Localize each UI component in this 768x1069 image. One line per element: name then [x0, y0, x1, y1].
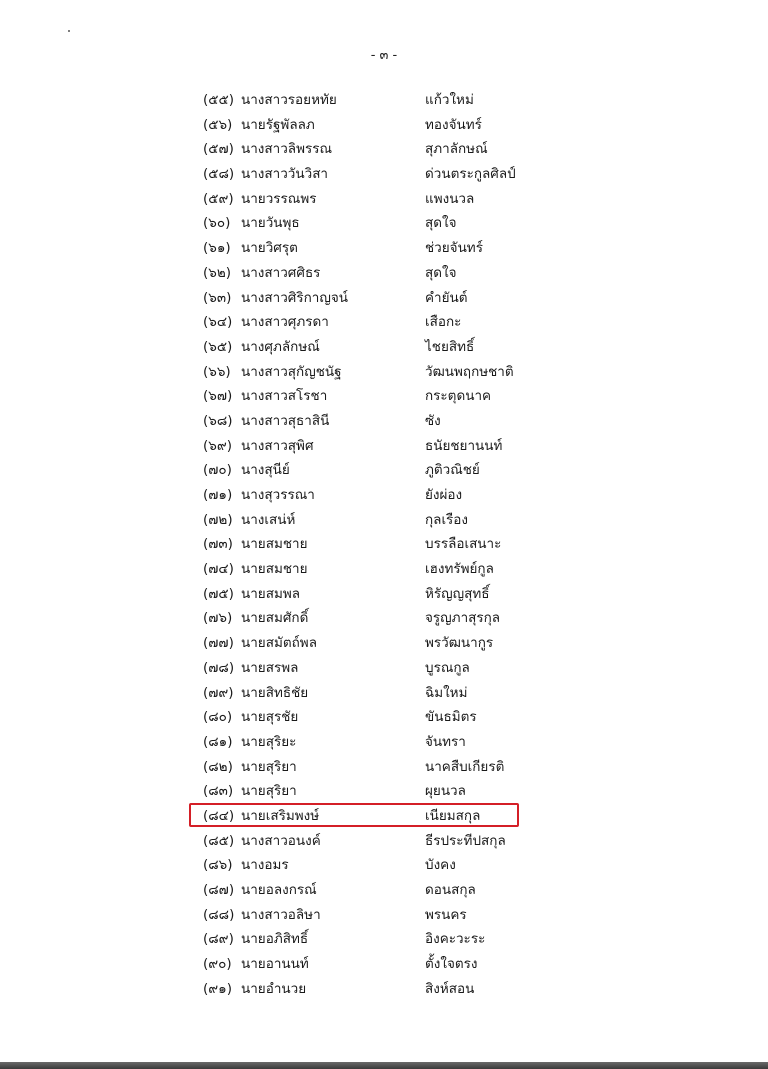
- entry-name: นางสาวสุกัญชนัฐ: [241, 363, 342, 380]
- entry-number: (๗๔): [203, 561, 234, 578]
- entry-name: นายสมพล: [241, 585, 301, 602]
- entry-surname: ตั้งใจตรง: [425, 956, 478, 973]
- entry-name: นายเสริมพงษ์: [241, 807, 320, 824]
- scan-speck: [68, 30, 70, 32]
- entry-number: (๘๐): [203, 709, 233, 726]
- entry-surname: จรูญภาสุรกุล: [425, 610, 501, 627]
- entry-number: (๘๖): [203, 857, 233, 874]
- entry-number: (๗๑): [203, 487, 233, 503]
- entry-name: นางสาวศศิธร: [241, 264, 321, 281]
- entry-number: (๘๙): [203, 931, 234, 948]
- entry-name: นางสาวศุภรดา: [241, 314, 329, 331]
- entry-number: (๗๙): [203, 684, 234, 701]
- list-item: [0, 631, 768, 656]
- list-item: [0, 409, 768, 434]
- list-item: [0, 434, 768, 459]
- list-item: [0, 903, 768, 928]
- entry-surname: ยังผ่อง: [425, 487, 463, 503]
- entry-number: (๘๑): [203, 733, 233, 750]
- entry-number: (๗๖): [203, 610, 233, 627]
- entry-surname: บูรณกูล: [425, 659, 470, 676]
- list-item: [0, 310, 768, 335]
- list-item: [0, 360, 768, 385]
- list-item: [0, 779, 768, 804]
- entry-name: นายอานนท์: [241, 956, 309, 973]
- entry-number: (๙๐): [203, 956, 232, 973]
- entry-number: (๖๕): [203, 338, 233, 355]
- entry-surname: คำยันต์: [425, 289, 468, 306]
- entry-number: (๗๕): [203, 585, 234, 602]
- list-item: [0, 113, 768, 138]
- entry-surname: วัฒนพฤกษชาติ: [425, 363, 514, 380]
- entry-name: นายสุรชัย: [241, 709, 299, 726]
- list-item: [0, 557, 768, 582]
- list-item: [0, 532, 768, 557]
- list-item: [0, 236, 768, 261]
- list-item: [0, 458, 768, 483]
- entry-surname: สุภาลักษณ์: [425, 141, 488, 158]
- entry-number: (๘๗): [203, 882, 235, 898]
- entry-number: (๖๗): [203, 388, 233, 405]
- entry-surname: นาคสืบเกียรติ: [425, 758, 505, 775]
- entry-number: (๖๑): [203, 240, 231, 257]
- list-item: [0, 853, 768, 878]
- entry-surname: กุลเรือง: [425, 511, 469, 528]
- entry-surname: ซัง: [425, 412, 441, 429]
- entry-number: (๖๙): [203, 437, 232, 454]
- list-item: [0, 335, 768, 360]
- page-number: - ๓ -: [370, 48, 398, 63]
- entry-name: นางอมร: [241, 857, 289, 874]
- entry-surname: บังคง: [425, 857, 456, 874]
- list-item: [0, 211, 768, 236]
- entry-number: (๘๓): [203, 783, 234, 800]
- entry-surname: สุดใจ: [425, 264, 457, 281]
- list-item: [0, 88, 768, 113]
- entry-name: นายสิทธิชัย: [241, 684, 309, 701]
- entry-name: นายสุริยา: [241, 783, 297, 800]
- list-item: [0, 705, 768, 730]
- entry-number: (๖๘): [203, 412, 233, 429]
- entry-surname: เสือกะ: [425, 314, 462, 331]
- highlight-box: [189, 803, 519, 827]
- entry-name: นางสาวอนงค์: [241, 832, 321, 849]
- entry-surname: แก้วใหม่: [425, 92, 474, 108]
- list-item: [0, 681, 768, 706]
- entry-number: (๘๔): [203, 807, 235, 824]
- entry-number: (๕๕): [203, 92, 234, 108]
- list-item: [0, 829, 768, 854]
- entry-surname: ไชยสิทธิ์: [425, 338, 475, 355]
- entry-name: นางสาวรอยหทัย: [241, 92, 337, 108]
- entry-number: (๘๒): [203, 758, 233, 775]
- entry-surname: แพงนวล: [425, 190, 475, 207]
- entry-number: (๗๗): [203, 635, 234, 652]
- entry-number: (๖๔): [203, 314, 233, 331]
- entry-surname: หิรัญญสุทธิ์: [425, 585, 490, 602]
- entry-surname: สิงห์สอน: [425, 980, 475, 997]
- entry-surname: ดอนสกุล: [425, 882, 476, 898]
- entry-name: นางสาวสุพิศ: [241, 437, 314, 454]
- entry-name: นายสุริยา: [241, 758, 297, 775]
- list-item: [0, 952, 768, 977]
- list-item: [0, 755, 768, 780]
- list-item: [0, 582, 768, 607]
- entry-number: (๕๗): [203, 141, 234, 158]
- list-item: [0, 483, 768, 508]
- entry-name: นายสุริยะ: [241, 733, 297, 750]
- entry-number: (๕๙): [203, 190, 234, 207]
- entry-name: นางศุภลักษณ์: [241, 338, 320, 355]
- entry-surname: ทองจันทร์: [425, 116, 482, 133]
- entry-name: นายสมัตถ์พล: [241, 635, 317, 652]
- entry-name: นางสาววันวิสา: [241, 166, 329, 183]
- entry-number: (๗๒): [203, 511, 233, 528]
- entry-surname: อิงคะวะระ: [425, 931, 486, 948]
- entry-surname: กระตุดนาค: [425, 388, 492, 405]
- scan-bottom-edge: [0, 1062, 768, 1069]
- entry-number: (๗๘): [203, 659, 235, 676]
- list-item: [0, 606, 768, 631]
- entry-name: นายวันพุธ: [241, 215, 300, 232]
- entry-number: (๗๓): [203, 536, 233, 553]
- entry-name: นายรัฐพัลลภ: [241, 116, 315, 133]
- entry-number: (๗๐): [203, 462, 232, 479]
- entry-number: (๕๘): [203, 166, 235, 183]
- entry-name: นายวิศรุต: [241, 240, 298, 257]
- entry-number: (๙๑): [203, 980, 232, 997]
- entry-surname: ช่วยจันทร์: [425, 240, 483, 257]
- list-item: [0, 656, 768, 681]
- list-item: [0, 977, 768, 1002]
- entry-name: นางสาวสโรชา: [241, 388, 328, 405]
- entry-name: นายสรพล: [241, 659, 299, 676]
- entry-surname: ธีรประทีปสกุล: [425, 832, 506, 849]
- entry-name: นางสุนีย์: [241, 462, 290, 479]
- entry-name: นายสมชาย: [241, 536, 308, 553]
- entry-surname: พรนคร: [425, 906, 467, 923]
- entry-surname: สุดใจ: [425, 215, 457, 232]
- entry-name: นายอลงกรณ์: [241, 882, 317, 898]
- entry-surname: ด่วนตระกูลศิลป์: [425, 166, 516, 183]
- entry-surname: จันทรา: [425, 733, 466, 750]
- entry-number: (๖๐): [203, 215, 231, 232]
- entry-number: (๘๘): [203, 906, 235, 923]
- list-item: [0, 927, 768, 952]
- entry-name: นางสาวอลิษา: [241, 906, 321, 923]
- entry-name: นางเสน่ห์: [241, 511, 296, 528]
- entry-number: (๖๖): [203, 363, 231, 380]
- list-item: [0, 137, 768, 162]
- entry-surname: บรรลือเสนาะ: [425, 536, 502, 553]
- name-list: [0, 88, 768, 1001]
- entry-number: (๖๒): [203, 264, 232, 281]
- entry-number: (๕๖): [203, 116, 233, 133]
- entry-surname: ธนัยชยานนท์: [425, 437, 503, 454]
- list-item: [0, 508, 768, 533]
- entry-name: นางสาวลิพรรณ: [241, 141, 332, 158]
- entry-number: (๖๓): [203, 289, 232, 306]
- list-item: [0, 286, 768, 311]
- entry-surname: เฮงทรัพย์กูล: [425, 561, 494, 578]
- entry-surname: พรวัฒนากูร: [425, 635, 494, 652]
- list-item: [0, 730, 768, 755]
- list-item: [0, 261, 768, 286]
- entry-name: นางสาวศิริกาญจน์: [241, 289, 349, 306]
- entry-name: นายวรรณพร: [241, 190, 317, 207]
- list-item: [0, 187, 768, 212]
- entry-surname: เนียมสกุล: [425, 807, 481, 824]
- entry-name: นายสมชาย: [241, 561, 308, 578]
- list-item: [0, 878, 768, 903]
- entry-surname: ฉิมใหม่: [425, 684, 468, 701]
- entry-name: นางสุวรรณา: [241, 487, 315, 503]
- entry-name: นางสาวสุธาสินี: [241, 412, 330, 429]
- entry-surname: ภูติวณิชย์: [425, 462, 480, 479]
- entry-name: นายอำนวย: [241, 980, 307, 997]
- entry-surname: ผุยนวล: [425, 783, 466, 800]
- entry-surname: ขันธมิตร: [425, 709, 477, 726]
- list-item: [0, 162, 768, 187]
- list-item: [0, 384, 768, 409]
- entry-name: นายสมศักดิ์: [241, 610, 309, 627]
- entry-name: นายอภิสิทธิ์: [241, 931, 309, 948]
- entry-number: (๘๕): [203, 832, 235, 849]
